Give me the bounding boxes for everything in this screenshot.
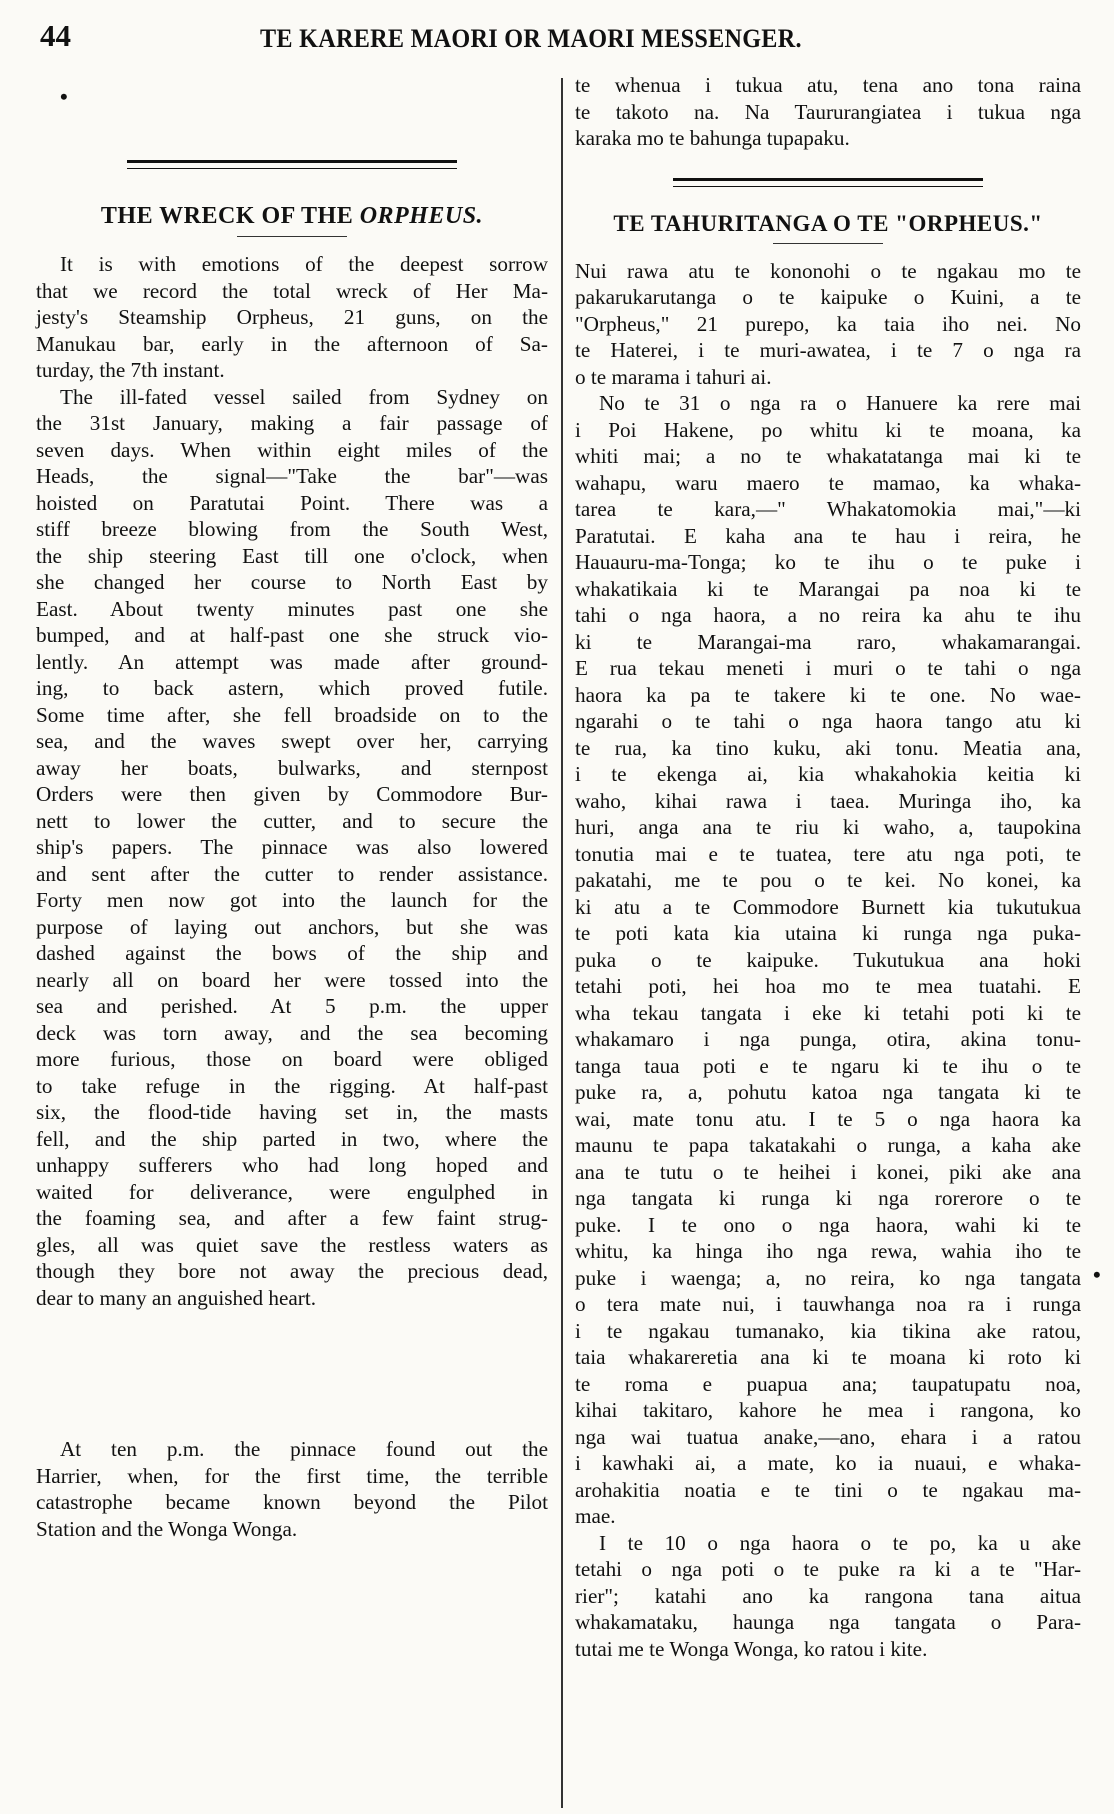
- text-line: away her boats, bulwarks, and sternpost: [36, 755, 548, 780]
- text-line: arohakitia noatia e te tini o te ngakau ma-: [575, 1477, 1081, 1502]
- text-line: Heads, the signal—"Take the bar"—was: [36, 464, 548, 488]
- right-column: [575, 72, 1081, 1662]
- text-line: te Haterei, i te muri-awatea, i te 7 o nga ra: [575, 338, 1081, 362]
- text-line: te roma e puapua ana; taupatupatu noa,: [575, 1371, 1081, 1396]
- article-paragraph: [575, 258, 1081, 391]
- text-line: tarea te kara,—" Whakatomokia mai,"—ki: [575, 497, 1081, 521]
- text-line: and sent after the cutter to render assistance.: [36, 861, 548, 886]
- text-line: she changed her course to North East by: [36, 570, 548, 594]
- text-line: puke. I te ono o nga haora, wahi ki te: [575, 1212, 1081, 1237]
- continued-text: [575, 72, 1081, 152]
- text-line: puke i waenga; a, no reira, ko nga tangata: [575, 1265, 1081, 1290]
- text-line: sea, and the waves swept over her, carrying: [36, 729, 548, 753]
- text-line: though they bore not away the precious dead,: [36, 1259, 548, 1283]
- text-line: huri, anga ana te riu ki waho, a, taupokina: [575, 815, 1081, 839]
- text-line: Paratutai. E kaha ana te hau i reira, he: [575, 523, 1081, 548]
- section-double-rule: [127, 160, 457, 169]
- text-line: the foaming sea, and after a few faint strug-: [36, 1206, 548, 1230]
- text-line: fell, and the ship parted in two, where the: [36, 1126, 548, 1151]
- bullet-mark: •: [60, 84, 68, 109]
- text-line: jesty's Steamship Orpheus, 21 guns, on the: [36, 305, 548, 329]
- text-line: Harrier, when, for the first time, the terrible: [36, 1463, 548, 1488]
- text-line: te poti kata kia utaina ki runga nga puka-: [575, 921, 1081, 945]
- text-line: i te ekenga ai, kia whakahokia keitia ki: [575, 762, 1081, 786]
- heading-underline: [773, 243, 883, 244]
- text-line: ki atu a te Commodore Burnett kia tukutukua: [575, 894, 1081, 919]
- text-line: kihai takitaro, kahore he mea i rangona, ko: [575, 1398, 1081, 1422]
- article-paragraph: [36, 1436, 548, 1542]
- text-line: tahi o nga haora, a no reira ka ahu te ihu: [575, 603, 1081, 627]
- text-line: to take refuge in the rigging. At half-past: [36, 1073, 548, 1098]
- text-line: pakarukarutanga o te kaipuke o Kuini, a te: [575, 285, 1081, 309]
- article-heading-maori: TE TAHURITANGA O TE "ORPHEUS.": [613, 210, 1043, 236]
- page-header: [40, 18, 1080, 58]
- text-line: o te marama i tahuri ai.: [575, 364, 772, 389]
- text-line: seven days. When within eight miles of the: [36, 437, 548, 462]
- text-line: At ten p.m. the pinnace found out the: [60, 1437, 548, 1461]
- text-line: waited for deliverance, were engulphed in: [36, 1179, 548, 1204]
- text-line: ki te Marangai-ma raro, whakamarangai.: [575, 629, 1081, 654]
- text-line: the 31st January, making a fair passage of: [36, 411, 548, 435]
- bullet-mark: •: [1093, 1262, 1101, 1287]
- text-line: wahapu, waru maero te mamao, ka whaka-: [575, 470, 1081, 495]
- page-number: 44: [40, 18, 71, 53]
- text-line: "Orpheus," 21 purepo, ka taia iho nei. No: [575, 311, 1081, 336]
- text-line: maunu te papa takatakahi o runga, a kaha ake: [575, 1133, 1081, 1157]
- text-line: mae.: [575, 1504, 616, 1528]
- text-line: No te 31 o nga ra o Hanuere ka rere mai: [599, 391, 1081, 415]
- text-line: dashed against the bows of the ship and: [36, 941, 548, 965]
- text-line: nearly all on board her were tossed into the: [36, 967, 548, 992]
- text-line: whiti mai; a no te whakatatanga mai ki te: [575, 444, 1081, 468]
- text-line: sea and perished. At 5 p.m. the upper: [36, 994, 548, 1018]
- column-divider: [561, 78, 563, 1808]
- text-line: Hauauru-ma-Tonga; ko te ihu o te puke i: [575, 550, 1081, 574]
- text-line: puka o te kaipuke. Tukutukua ana hoki: [575, 947, 1081, 972]
- text-line: waho, kihai rawa i taea. Muringa iho, ka: [575, 788, 1081, 813]
- text-line: deck was torn away, and the sea becoming: [36, 1020, 548, 1045]
- text-line: ship's papers. The pinnace was also lowered: [36, 835, 548, 859]
- text-line: ing, to back astern, which proved futile.: [36, 676, 548, 700]
- text-line: that we record the total wreck of Her Ma-: [36, 278, 548, 303]
- text-line: te whenua i tukua atu, tena ano tona raina: [575, 73, 1081, 97]
- text-line: stiff breeze blowing from the South West,: [36, 517, 548, 541]
- text-line: whakamaro i nga punga, otira, akina tonu-: [575, 1027, 1081, 1051]
- text-line: nga wai tuatua anake,—ano, ehara i a ratou: [575, 1424, 1081, 1449]
- text-line: Station and the Wonga Wonga.: [36, 1516, 298, 1541]
- running-title: TE KARERE MAORI OR MAORI MESSENGER.: [260, 24, 802, 53]
- text-line: ana te tutu o te heihei i konei, piki ake ana: [575, 1159, 1081, 1184]
- text-line: Nui rawa atu te kononohi o te ngakau mo te: [575, 258, 1081, 283]
- text-line: i Poi Hakene, po whitu ki te moana, ka: [575, 417, 1081, 442]
- article-paragraph: [36, 384, 548, 1312]
- text-line: taia whakareretia ana ki te moana ki roto ki: [575, 1345, 1081, 1369]
- text-line: hoisted on Paratutai Point. There was a: [36, 490, 548, 515]
- text-line: wha tekau tangata i eke ki tetahi poti ki te: [575, 1000, 1081, 1025]
- text-line: tutai me te Wonga Wonga, ko ratou i kite.: [575, 1636, 928, 1661]
- text-line: whitu, ka hinga iho nga rewa, wahia iho te: [575, 1239, 1081, 1263]
- text-line: purpose of laying out anchors, but she was: [36, 914, 548, 939]
- text-line: i te ngakau tumanako, kia tikina ake ratou,: [575, 1318, 1081, 1343]
- article-paragraph: [36, 251, 548, 384]
- text-line: East. About twenty minutes past one she: [36, 596, 548, 621]
- text-line: tonutia mai e te tuatea, tere atu nga poti, te: [575, 841, 1081, 866]
- text-line: the ship steering East till one o'clock, when: [36, 543, 548, 568]
- heading-ship-name: ORPHEUS.: [359, 203, 484, 229]
- text-line: The ill-fated vessel sailed from Sydney on: [60, 384, 548, 409]
- text-line: more furious, those on board were obliged: [36, 1047, 548, 1071]
- text-line: nett to lower the cutter, and to secure the: [36, 808, 548, 833]
- text-line: rier"; katahi ano ka rangona tana aitua: [575, 1583, 1081, 1608]
- text-line: lently. An attempt was made after ground-: [36, 649, 548, 674]
- text-line: ngarahi o te tahi o nga haora tango atu ki: [575, 709, 1081, 733]
- text-line: gles, all was quiet save the restless waters as: [36, 1232, 548, 1257]
- text-line: whakatikaia ki te Marangai pa noa ki te: [575, 576, 1081, 601]
- article-paragraph: [575, 390, 1081, 1530]
- text-line: dear to many an anguished heart.: [36, 1285, 317, 1310]
- text-line: E rua tekau meneti i muri o te tahi o nga: [575, 656, 1081, 680]
- text-line: catastrophe became known beyond the Pilot: [36, 1490, 548, 1514]
- heading-text: THE WRECK OF THE: [100, 203, 360, 229]
- text-line: karaka mo te bahunga tupapaku.: [575, 126, 850, 150]
- text-line: Some time after, she fell broadside on to the: [36, 702, 548, 727]
- text-line: nga tangata ki runga ki nga rorerore o te: [575, 1186, 1081, 1210]
- text-line: pakatahi, me te pou o te kei. No konei, ka: [575, 868, 1081, 892]
- text-line: te takoto na. Na Taururangiatea i tukua nga: [575, 99, 1081, 124]
- text-line: te rua, ka tino kuku, aki tonu. Meatia ana,: [575, 735, 1081, 760]
- heading-underline: [237, 236, 347, 237]
- article-heading-english: [36, 203, 548, 230]
- text-line: tanga taua poti e te ngaru ki te ihu o te: [575, 1053, 1081, 1078]
- text-line: tetahi poti, hei hoa mo te mea tuatahi. E: [575, 974, 1081, 998]
- text-line: i kawhaki ai, a mate, ko ia nuaui, e whaka-: [575, 1451, 1081, 1475]
- text-line: Orders were then given by Commodore Bur-: [36, 782, 548, 806]
- text-line: puke ra, a, pohutu katoa nga tangata ki te: [575, 1080, 1081, 1104]
- text-line: whakamataku, haunga nga tangata o Para-: [575, 1610, 1081, 1634]
- text-line: turday, the 7th instant.: [36, 358, 225, 382]
- section-double-rule: [673, 178, 983, 187]
- text-line: unhappy sufferers who had long hoped and: [36, 1153, 548, 1177]
- left-column: [36, 160, 548, 1311]
- text-line: tetahi o nga poti o te puke ra ki a te "Har-: [575, 1557, 1081, 1581]
- text-line: It is with emotions of the deepest sorrow: [60, 252, 548, 276]
- text-line: Forty men now got into the launch for the: [36, 888, 548, 912]
- text-line: six, the flood-tide having set in, the masts: [36, 1100, 548, 1124]
- text-line: wai, mate tonu atu. I te 5 o nga haora ka: [575, 1106, 1081, 1131]
- article-paragraph: [575, 1530, 1081, 1663]
- left-column-bottom: [36, 1436, 548, 1542]
- text-line: o tera mate nui, i tauwhanga noa ra i runga: [575, 1292, 1081, 1316]
- text-line: I te 10 o nga haora o te po, ka u ake: [599, 1530, 1081, 1555]
- text-line: haora ka pa te takere ki te one. No wae-: [575, 682, 1081, 707]
- text-line: Manukau bar, early in the afternoon of Sa-: [36, 331, 548, 356]
- text-line: bumped, and at half-past one she struck vio-: [36, 623, 548, 647]
